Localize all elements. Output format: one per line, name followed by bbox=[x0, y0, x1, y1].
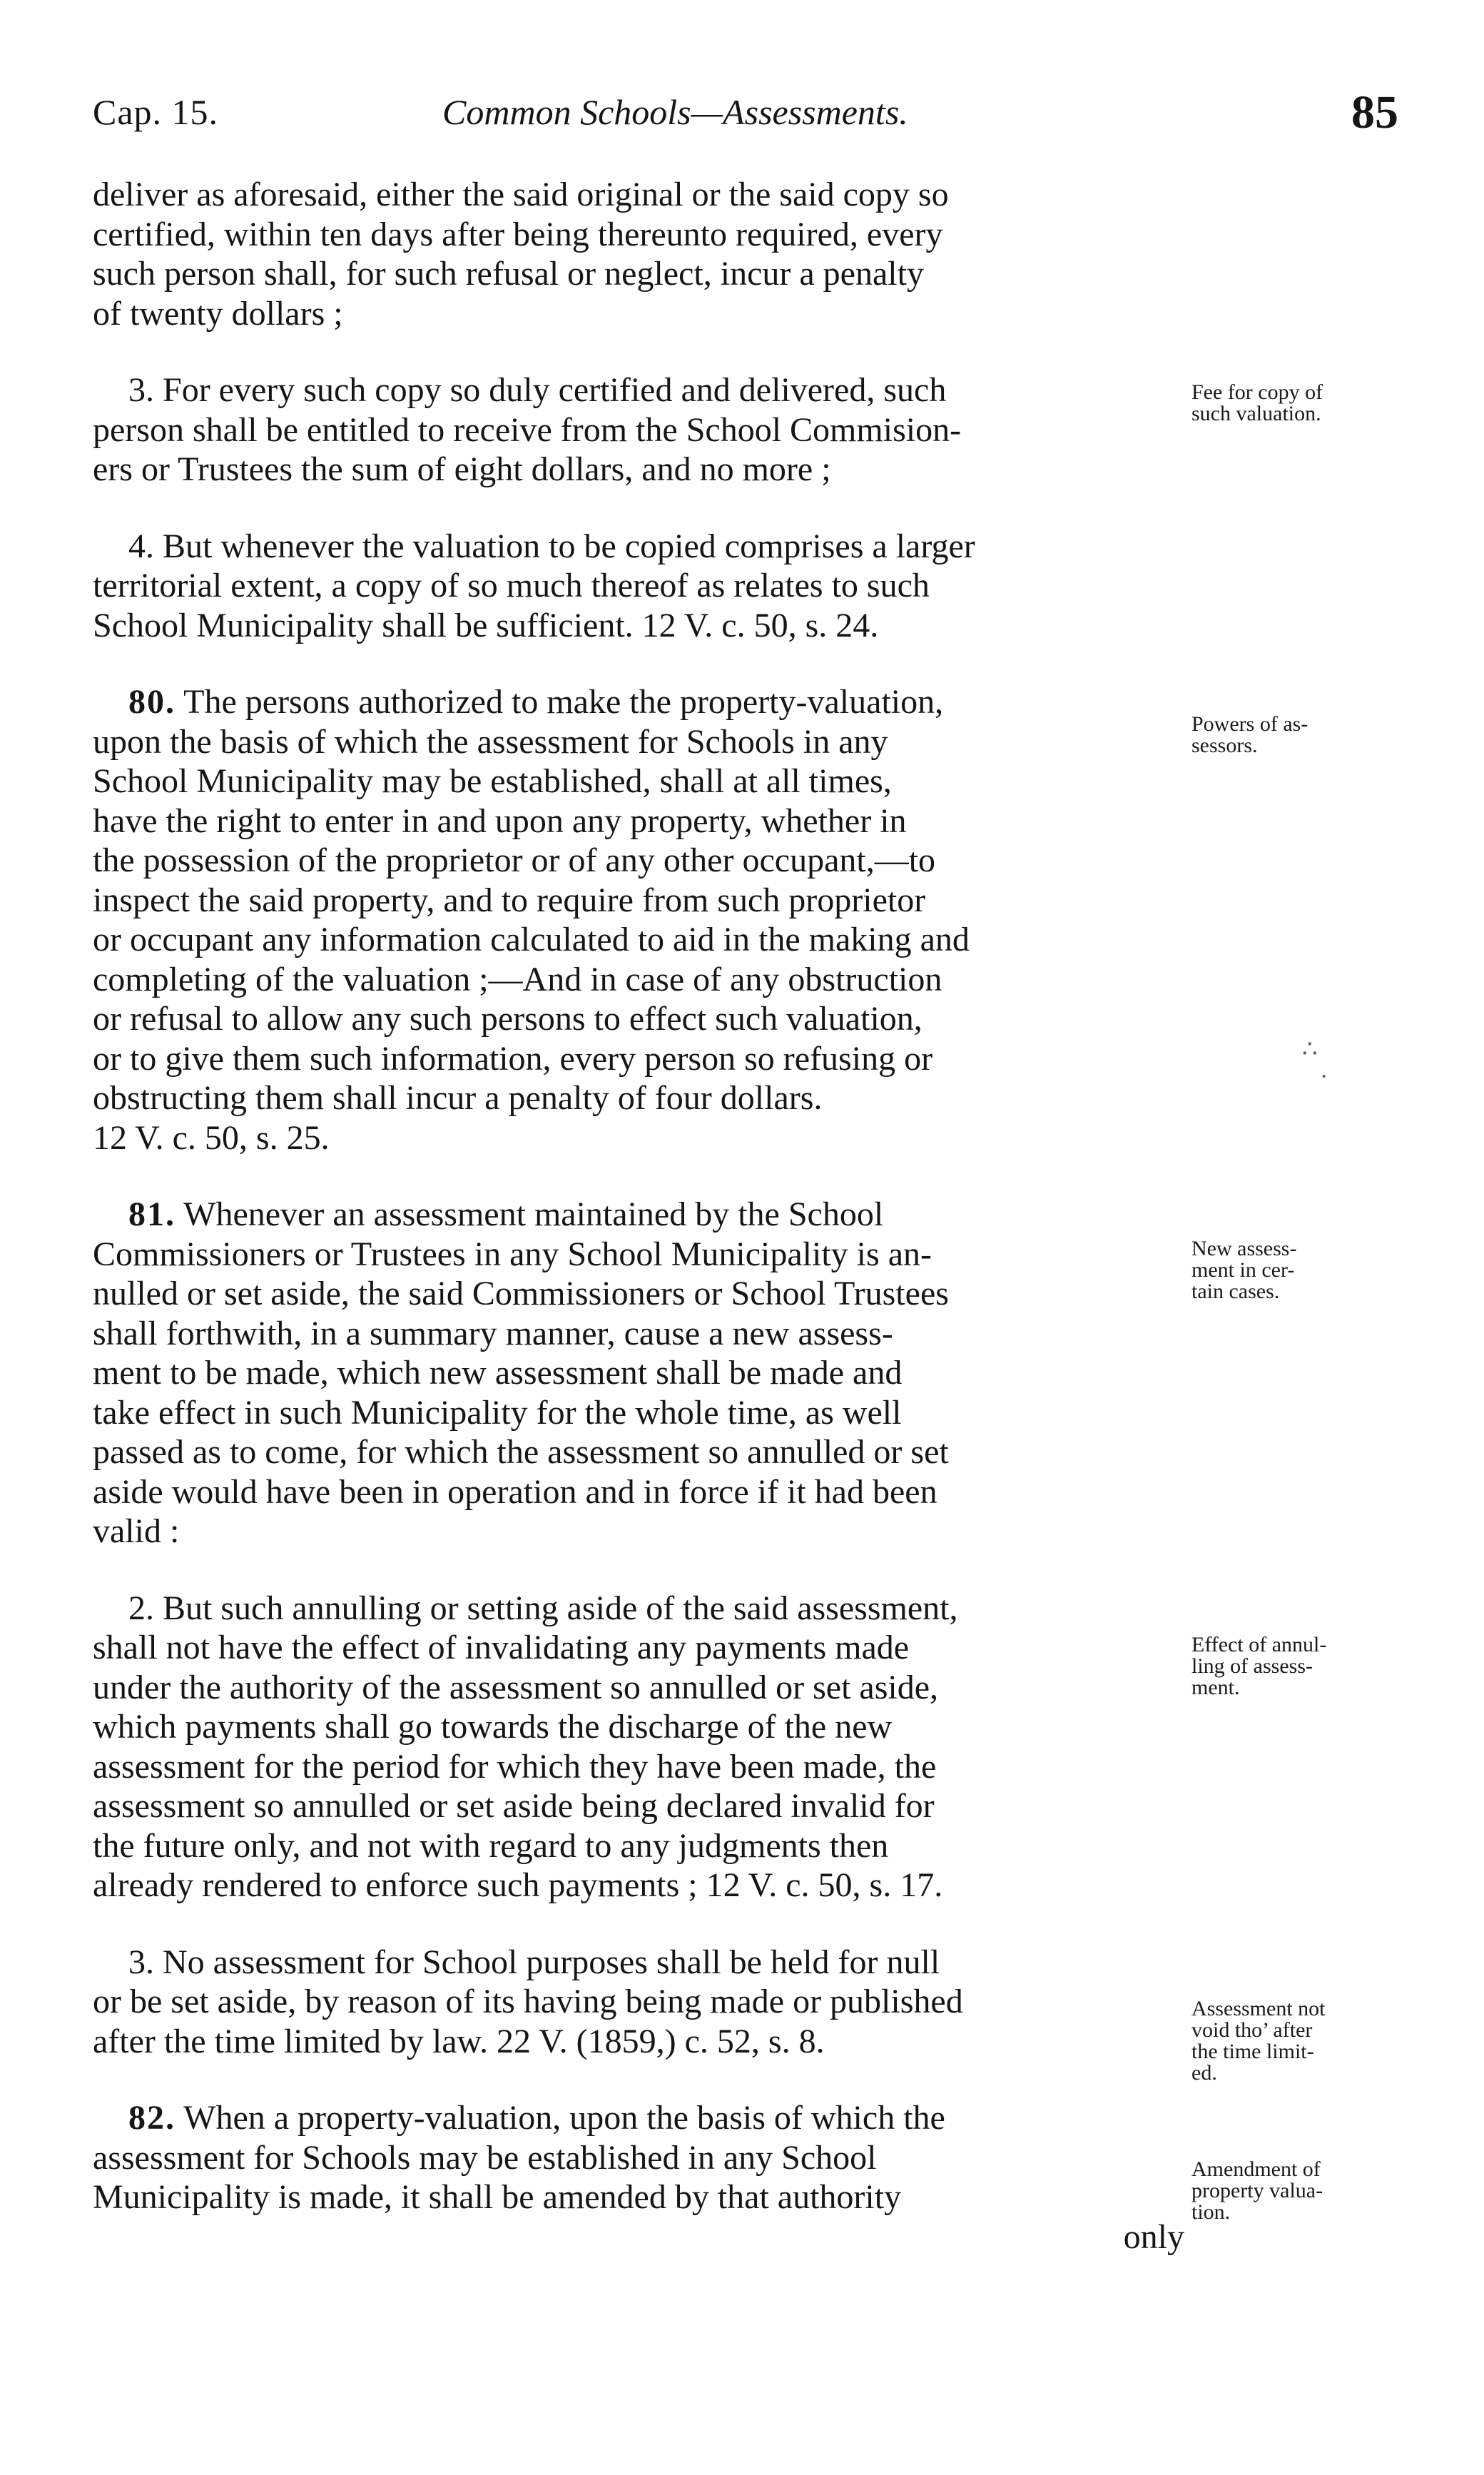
line: shall forthwith, in a summary manner, cause a new assess- bbox=[93, 1314, 893, 1352]
line: which payments shall go towards the discharge of the new bbox=[93, 1708, 893, 1746]
line: have the right to enter in and upon any property, whether in bbox=[93, 801, 907, 840]
ink-speck: · bbox=[1320, 1063, 1328, 1090]
main-text bbox=[93, 175, 1184, 2257]
line: territorial extent, a copy of so much thereof as relates to such bbox=[93, 567, 930, 604]
line: take effect in such Municipality for the whole time, as well bbox=[93, 1393, 902, 1432]
ink-speck: ∴ bbox=[1302, 1036, 1318, 1063]
section-number: 80. bbox=[128, 683, 176, 721]
line: The persons authorized to make the property-valuation, bbox=[176, 683, 944, 721]
line: aside would have been in operation and in force if it had been bbox=[93, 1472, 937, 1511]
note-line: Powers of as- bbox=[1191, 712, 1308, 736]
note-line: ed. bbox=[1191, 2061, 1217, 2085]
line: upon the basis of which the assessment for Schools in any bbox=[93, 722, 888, 761]
chapter-label: Cap. 15. bbox=[93, 92, 219, 132]
line: 4. But whenever the valuation to be copied comprises a larger bbox=[128, 527, 975, 565]
line: deliver as aforesaid, either the said original or the said copy so bbox=[93, 176, 949, 213]
line: already rendered to enforce such payments ; 12 V. c. 50, s. 17. bbox=[93, 1866, 943, 1904]
line: 12 V. c. 50, s. 25. bbox=[93, 1118, 330, 1157]
line: obstructing them shall incur a penalty of four dollars. bbox=[93, 1079, 823, 1117]
note-line: such valuation. bbox=[1191, 402, 1321, 425]
line: under the authority of the assessment so annulled or set aside, bbox=[93, 1668, 939, 1706]
line: completing of the valuation ;—And in case of any obstruction bbox=[93, 960, 942, 998]
margin-note-fee bbox=[1191, 382, 1391, 425]
line: the possession of the proprietor or of any other occupant,—to bbox=[93, 841, 936, 879]
line: 3. For every such copy so duly certified and delivered, such bbox=[128, 371, 947, 409]
section-82 bbox=[93, 2098, 1184, 2217]
line: nulled or set aside, the said Commissioners or School Trustees bbox=[93, 1275, 949, 1312]
catchword bbox=[93, 2217, 1184, 2257]
line: shall not have the effect of invalidating any payments made bbox=[93, 1629, 910, 1666]
page-number: 85 bbox=[1351, 86, 1398, 138]
line: or to give them such information, every person so refusing or bbox=[93, 1039, 933, 1078]
line: Commissioners or Trustees in any School Municipality is an- bbox=[93, 1235, 932, 1273]
note-line: tion. bbox=[1191, 2200, 1231, 2224]
running-header bbox=[93, 86, 1398, 143]
line: assessment so annulled or set aside being declared invalid for bbox=[93, 1787, 935, 1825]
paragraph-deliver bbox=[93, 175, 1184, 333]
paragraph-subsection-3-fee bbox=[93, 370, 1184, 490]
margin-note-powers bbox=[1191, 714, 1391, 756]
line: after the time limited by law. 22 V. (1859,) c. 52, s. 8. bbox=[93, 2022, 825, 2060]
margin-note-amendment bbox=[1191, 2159, 1391, 2223]
note-line: Amendment of bbox=[1191, 2157, 1321, 2181]
line: person shall be entitled to receive from the School Commision- bbox=[93, 410, 962, 449]
line: When a property-valuation, upon the basis of which the bbox=[176, 2099, 945, 2137]
note-line: ment in cer- bbox=[1191, 1258, 1295, 1282]
line: Whenever an assessment maintained by the School bbox=[176, 1195, 884, 1233]
line: 3. No assessment for School purposes shall be held for null bbox=[128, 1943, 940, 1981]
line: passed as to come, for which the assessment so annulled or set bbox=[93, 1433, 949, 1471]
paragraph-subsection-4 bbox=[93, 527, 1184, 646]
line: School Municipality shall be sufficient. 12 V. c. 50, s. 24. bbox=[93, 606, 879, 644]
line: Municipality is made, it shall be amended by that authority bbox=[93, 2178, 902, 2216]
line: or refusal to allow any such persons to effect such valuation, bbox=[93, 1000, 923, 1038]
paragraph-subsection-3-null bbox=[93, 1943, 1184, 2062]
header-title: Common Schools—Assessments. bbox=[442, 92, 908, 132]
line: such person shall, for such refusal or neglect, incur a penalty bbox=[93, 255, 924, 293]
line: certified, within ten days after being thereunto required, every bbox=[93, 215, 943, 253]
line: School Municipality may be established, shall at all times, bbox=[93, 762, 892, 800]
section-number: 81. bbox=[128, 1195, 176, 1233]
note-line: void tho’ after bbox=[1191, 2018, 1313, 2042]
section-81 bbox=[93, 1195, 1184, 1552]
note-line: tain cases. bbox=[1191, 1280, 1280, 1303]
margin-note-not-void bbox=[1191, 1998, 1391, 2084]
margin-note-new-assessment bbox=[1191, 1238, 1391, 1302]
line: ers or Trustees the sum of eight dollars, and no more ; bbox=[93, 450, 831, 488]
note-line: sessors. bbox=[1191, 734, 1258, 757]
note-line: the time limit- bbox=[1191, 2040, 1314, 2063]
line: assessment for the period for which they have been made, the bbox=[93, 1747, 937, 1786]
note-line: ment. bbox=[1191, 1676, 1240, 1699]
paragraph-subsection-2 bbox=[93, 1589, 1184, 1905]
line: the future only, and not with regard to any judgments then bbox=[93, 1826, 889, 1865]
note-line: property valua- bbox=[1191, 2179, 1323, 2202]
line: or occupant any information calculated to aid in the making and bbox=[93, 921, 970, 958]
note-line: Assessment not bbox=[1191, 1997, 1326, 2020]
note-line: Fee for copy of bbox=[1191, 380, 1323, 404]
catchword-text: only bbox=[1123, 2217, 1184, 2256]
note-line: Effect of annul- bbox=[1191, 1633, 1327, 1656]
line: of twenty dollars ; bbox=[93, 294, 343, 333]
line: assessment for Schools may be established in any School bbox=[93, 2138, 877, 2177]
margin-note-effect bbox=[1191, 1634, 1391, 1699]
section-number: 82. bbox=[128, 2099, 176, 2137]
line: 2. But such annulling or setting aside of the said assessment, bbox=[128, 1589, 958, 1627]
note-line: New assess- bbox=[1191, 1237, 1297, 1260]
line: valid : bbox=[93, 1512, 180, 1550]
line: ment to be made, which new assessment shall be made and bbox=[93, 1354, 903, 1392]
section-80 bbox=[93, 682, 1184, 1158]
line: or be set aside, by reason of its having being made or published bbox=[93, 1983, 963, 2020]
line: inspect the said property, and to require from such proprietor bbox=[93, 881, 926, 919]
note-line: ling of assess- bbox=[1191, 1654, 1313, 1678]
